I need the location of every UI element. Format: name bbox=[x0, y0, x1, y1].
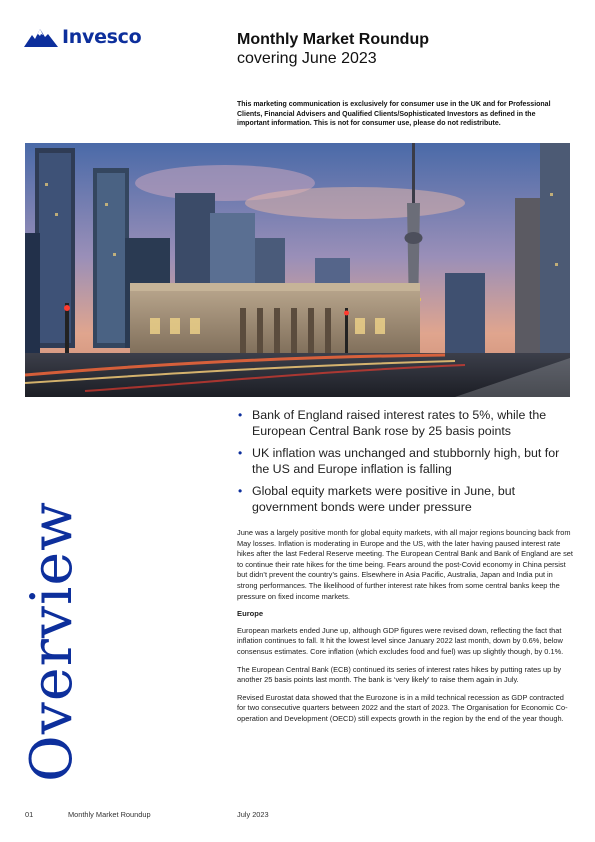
section-title-overview: Overview bbox=[19, 501, 85, 782]
europe-paragraph-3: Revised Eurostat data showed that the Eurozone is in a mild technical recession as GDP contracted for two consecutive quarters between 2022 and the start of 2023. The Organisation for Economic Co-operation and Development (OECD) still expects growth in the region by the end of the year though. bbox=[237, 692, 568, 723]
europe-heading: Europe bbox=[237, 609, 264, 619]
key-point-text: UK inflation was unchanged and stubbornly high, but for the US and Europe inflation is falling bbox=[252, 446, 560, 476]
key-point-text: Global equity markets were positive in June, but government bonds were under pressure bbox=[252, 484, 516, 514]
key-point-text: Bank of England raised interest rates to 5%, while the European Central Bank rose by 25 basis points bbox=[252, 408, 547, 438]
europe-paragraph-1: European markets ended June up, although GDP figures were revised down, reflecting the fact that inflation continues to fall. It hit the lowest level since January 2022 last month, down by 0.6%, below consensus estimates. Core inflation (which excludes food and fuel) was up slightly though, by 0.1%. bbox=[237, 625, 564, 656]
key-point-item bbox=[237, 407, 577, 439]
skyline-illustration bbox=[25, 143, 570, 397]
key-point-item bbox=[237, 483, 577, 515]
city-skyline-photo bbox=[25, 143, 570, 397]
key-points-list bbox=[237, 407, 577, 521]
page-subtitle: covering June 2023 bbox=[237, 50, 377, 67]
mountain-logo-icon bbox=[24, 26, 58, 48]
article-body bbox=[237, 528, 574, 732]
footer-date: July 2023 bbox=[237, 810, 269, 819]
key-point-item bbox=[237, 445, 577, 477]
invesco-logo bbox=[24, 26, 141, 48]
europe-paragraph-2: The European Central Bank (ECB) continued its series of interest rates hikes by putting rates up by another 25 basis points last month. The bank is ‘very likely’ to raise them again in July. bbox=[237, 664, 562, 685]
intro-paragraph: June was a largely positive month for global equity markets, with all major regions bouncing back from May losses. Inflation is moderating in Europe and the US, with the later having paused interest rate hikes after the last Federal Reserve meeting. The European Central Bank and Bank of England are set to continue their rate hikes for the time being. Fears around the post-Covid economy in China persist but didn’t prevent the country’s gains. Elsewhere in Asia Pacific, Australia, Japan and India put in strong performances. The likelihood of further interest rate hikes from some central banks keep the pressure on fixed income markets. bbox=[237, 528, 573, 601]
page-title: Monthly Market Roundup bbox=[237, 31, 429, 48]
disclaimer-text: This marketing communication is exclusively for consumer use in the UK and for Professional Clients, Financial Advisers and Qualified Clients/Sophisticated Investors as defined in the important information. This is not for consumer use, please do not redistribute. bbox=[237, 101, 551, 127]
logo-text: Invesco bbox=[62, 26, 142, 48]
bullet-icon: • bbox=[238, 408, 243, 422]
bullet-icon: • bbox=[238, 484, 243, 498]
footer-page-number: 01 bbox=[25, 810, 34, 819]
bullet-icon: • bbox=[238, 446, 243, 460]
footer-doc-title: Monthly Market Roundup bbox=[68, 810, 151, 819]
